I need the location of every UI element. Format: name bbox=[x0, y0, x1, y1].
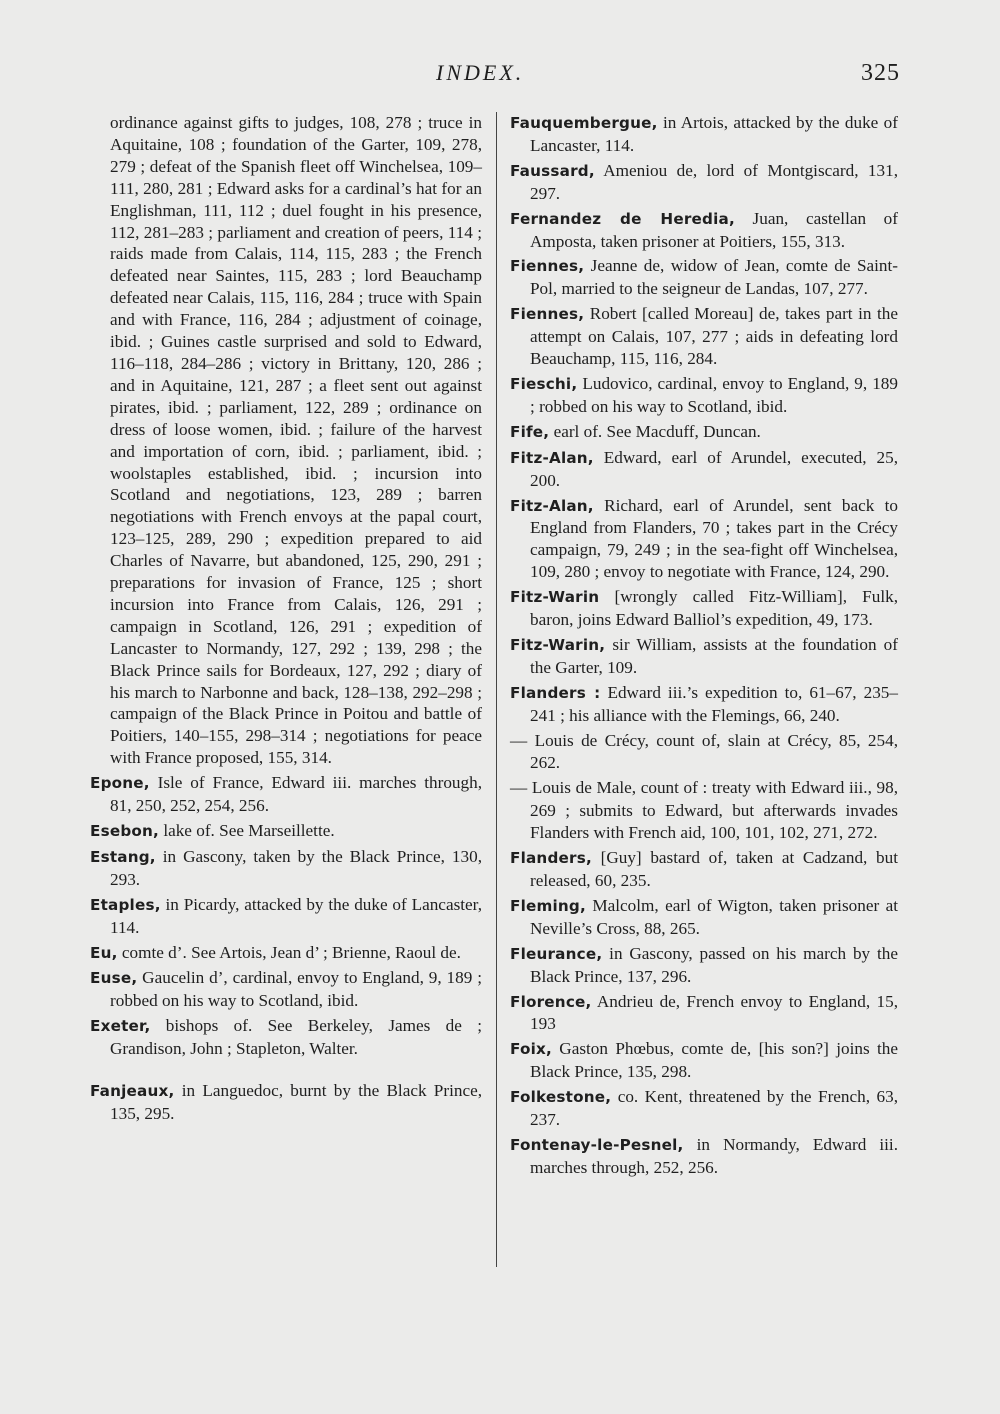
index-entry bbox=[510, 255, 898, 300]
entry-headword: Fleurance, bbox=[510, 944, 603, 963]
entry-headword: Fitz-Alan, bbox=[510, 496, 594, 515]
entry-headword: Folkestone, bbox=[510, 1088, 612, 1107]
entry-headword: Fitz-Alan, bbox=[510, 448, 594, 467]
index-entry bbox=[90, 1080, 482, 1125]
entry-headword: Fitz-Warin bbox=[510, 588, 600, 607]
index-subentry bbox=[510, 730, 898, 775]
entry-text: — Louis de Crécy, count of, slain at Crécy, 85, 254, 262. bbox=[510, 730, 898, 773]
entry-text: Edward iii.’s expedition to, 61–67, 235–241 ; his alliance with the Flemings, 66, 240. bbox=[530, 682, 898, 725]
entry-headword: Faussard, bbox=[510, 161, 595, 180]
index-entry bbox=[510, 1134, 898, 1179]
column-divider bbox=[496, 112, 497, 1267]
index-entry bbox=[510, 495, 898, 584]
entry-headword: Fiennes, bbox=[510, 257, 585, 276]
entry-headword: Flanders : bbox=[510, 683, 601, 702]
index-entry bbox=[510, 208, 898, 253]
entry-text: Edward, earl of Arundel, executed, 25, 200. bbox=[530, 447, 898, 490]
entry-text: Isle of France, Edward iii. marches through, 81, 250, 252, 254, 256. bbox=[110, 773, 482, 816]
entry-text: sir William, assists at the foundation of the Garter, 109. bbox=[530, 634, 898, 677]
entry-text: in Gascony, taken by the Black Prince, 130, 293. bbox=[110, 846, 482, 889]
entry-text: Ludovico, cardinal, envoy to England, 9, 189 ; robbed on his way to Scotland, ibid. bbox=[530, 373, 898, 416]
entry-text: Ameniou de, lord of Montgiscard, 131, 297. bbox=[530, 160, 898, 203]
entry-text: in Languedoc, burnt by the Black Prince, 135, 295. bbox=[110, 1081, 482, 1123]
index-entry bbox=[510, 373, 898, 418]
entry-headword: Esebon, bbox=[90, 822, 160, 840]
index-entry bbox=[90, 820, 482, 843]
entry-headword: Fieschi, bbox=[510, 374, 578, 393]
entry-text: Gaucelin d’, cardinal, envoy to England, 9, 189 ; robbed on his way to Scotland, ibid. bbox=[110, 968, 482, 1011]
index-entry bbox=[90, 772, 482, 817]
index-entry bbox=[510, 1086, 898, 1131]
index-entry bbox=[510, 421, 898, 444]
entry-headword: Fife, bbox=[510, 422, 550, 441]
entry-text: Juan, castellan of Amposta, taken prisoner at Poitiers, 155, 313. bbox=[530, 208, 899, 251]
index-entry bbox=[510, 991, 898, 1036]
running-title: INDEX. bbox=[436, 60, 525, 85]
entry-text: Jeanne de, widow of Jean, comte de Saint-Pol, married to the seigneur de Landas, 107, 277. bbox=[530, 256, 898, 299]
index-entry bbox=[90, 942, 482, 965]
index-entry bbox=[90, 894, 482, 939]
entry-headword: Estang, bbox=[90, 847, 156, 866]
index-entry bbox=[510, 112, 898, 157]
index-entry bbox=[510, 847, 898, 892]
entry-text: co. Kent, threatened by the French, 63, 237. bbox=[530, 1087, 898, 1130]
index-entry-continuation bbox=[90, 112, 482, 769]
entry-text: Robert [called Moreau] de, takes part in the attempt on Calais, 107, 277 ; aids in defeating lord Beauchamp, 115, 116, 284. bbox=[530, 304, 898, 369]
entry-text: earl of. See Macduff, Duncan. bbox=[549, 421, 761, 441]
entry-headword: Fitz-Warin, bbox=[510, 635, 606, 654]
page-number: 325 bbox=[861, 60, 900, 86]
entry-headword: Epone, bbox=[90, 774, 150, 793]
right-column bbox=[510, 112, 898, 1182]
entry-headword: Etaples, bbox=[90, 895, 161, 914]
index-entry bbox=[510, 943, 898, 988]
entry-text: — Louis de Male, count of : treaty with Edward iii., 98, 269 ; submits to Edward, but afterwards invades Flanders with French aid, 100, 101, 102, 271, 272. bbox=[510, 778, 898, 843]
index-entry bbox=[90, 846, 482, 891]
entry-text: in Gascony, passed on his march by the Black Prince, 137, 296. bbox=[530, 943, 898, 986]
entry-text: Gaston Phœbus, comte de, [his son?] joins the Black Prince, 135, 298. bbox=[530, 1039, 898, 1082]
entry-headword: Eu, bbox=[90, 943, 118, 962]
index-entry bbox=[510, 586, 898, 631]
entry-text: in Picardy, attacked by the duke of Lancaster, 114. bbox=[110, 894, 482, 937]
index-entry bbox=[510, 303, 898, 370]
entry-text: in Normandy, Edward iii. marches through, 252, 256. bbox=[530, 1134, 898, 1177]
index-entry bbox=[90, 1015, 482, 1060]
index-entry bbox=[510, 1038, 898, 1083]
entry-text: [wrongly called Fitz-William], Fulk, baron, joins Edward Balliol’s expedition, 49, 173. bbox=[530, 587, 898, 630]
index-entry bbox=[510, 895, 898, 940]
index-entry bbox=[90, 967, 482, 1012]
entry-text: Malcolm, earl of Wigton, taken prisoner at Neville’s Cross, 88, 265. bbox=[530, 895, 898, 938]
index-entry bbox=[510, 447, 898, 492]
entry-headword: Foix, bbox=[510, 1040, 552, 1059]
index-entry bbox=[510, 682, 898, 727]
entry-headword: Fiennes, bbox=[510, 305, 585, 324]
entry-headword: Fanjeaux, bbox=[90, 1082, 175, 1101]
entry-text: bishops of. See Berkeley, James de ; Grandison, John ; Stapleton, Walter. bbox=[110, 1016, 482, 1059]
entry-text: comte d’. See Artois, Jean d’ ; Brienne, Raoul de. bbox=[117, 942, 461, 962]
entry-text: lake of. See Marseillette. bbox=[159, 821, 335, 840]
index-subentry bbox=[510, 777, 898, 844]
entry-headword: Euse, bbox=[90, 969, 138, 988]
entry-headword: Flanders, bbox=[510, 849, 592, 868]
entry-text: Andrieu de, French envoy to England, 15, 193 bbox=[530, 991, 898, 1034]
entry-headword: Florence, bbox=[510, 992, 592, 1011]
entry-headword: Fontenay-le-Pesnel, bbox=[510, 1135, 684, 1154]
entry-headword: Exeter, bbox=[90, 1017, 151, 1036]
entry-headword: Fleming, bbox=[510, 896, 586, 915]
entry-text: in Artois, attacked by the duke of Lancaster, 114. bbox=[530, 113, 898, 155]
entry-text: Richard, earl of Arundel, sent back to England from Flanders, 70 ; takes part in the Crécy campaign, 79, 249 ; in the sea-fight off Winchelsea, 109, 280 ; envoy to negotiate with France, 124, 290. bbox=[530, 495, 898, 582]
index-entry bbox=[510, 160, 898, 205]
entry-text: [Guy] bastard of, taken at Cadzand, but released, 60, 235. bbox=[530, 848, 898, 890]
index-entry bbox=[510, 634, 898, 679]
left-column bbox=[90, 112, 482, 1128]
entry-text: ordinance against gifts to judges, 108, 278 ; truce in Aquitaine, 108 ; foundation of the Garter, 109, 278, 279 ; defeat of the Spanish fleet off Winchelsea, 109–111, 280, 281 ; Edward asks for a cardinal’s hat for an Englishman, 111, 112 ; duel fought in his presence, 112, 281–283 ; parliament and creation of peers, 114 ; raids made from Calais, 114, 115, 283 ; the French defeated near Saintes, 115, 283 ; lord Beauchamp defeated near Calais, 115, 116, 284 ; truce with Spain and with France, 116, 284 ; adjustment of coinage, ibid. ; Guines castle surprised and sold to Edward, 116–118, 284–286 ; victory in Brittany, 120, 286 ; and in Aquitaine, 121, 287 ; a fleet sent out against pirates, ibid. ; parliament, 122, 289 ; ordinance on dress of loose women, ibid. ; failure of the harvest and importation of corn, ibid. ; parliament, ibid. ; woolstaples established, ibid. ; incursion into Scotland and negotiations, 123, 289 ; barren negotiations with French envoys at the papal court, 123–125, 289, 290 ; expedition prepared to aid Charles of Navarre, but abandoned, 125, 290, 291 ; preparations for invasion of France, 125 ; short incursion into France from Calais, 126, 291 ; campaign in Scotland, 126, 291 ; expedition of Lancaster to Normandy, 127, 292 ; 139, 298 ; the Black Prince sails for Bordeaux, 127, 292 ; diary of his march to Narbonne and back, 128–138, 292–298 ; campaign of the Black Prince in Poitou and battle of Poitiers, 140–155, 298–314 ; negotiations for peace with France proposed, 155, 314. bbox=[110, 113, 482, 768]
entry-headword: Fernandez de Heredia, bbox=[510, 209, 735, 228]
entry-headword: Fauquembergue, bbox=[510, 114, 658, 132]
